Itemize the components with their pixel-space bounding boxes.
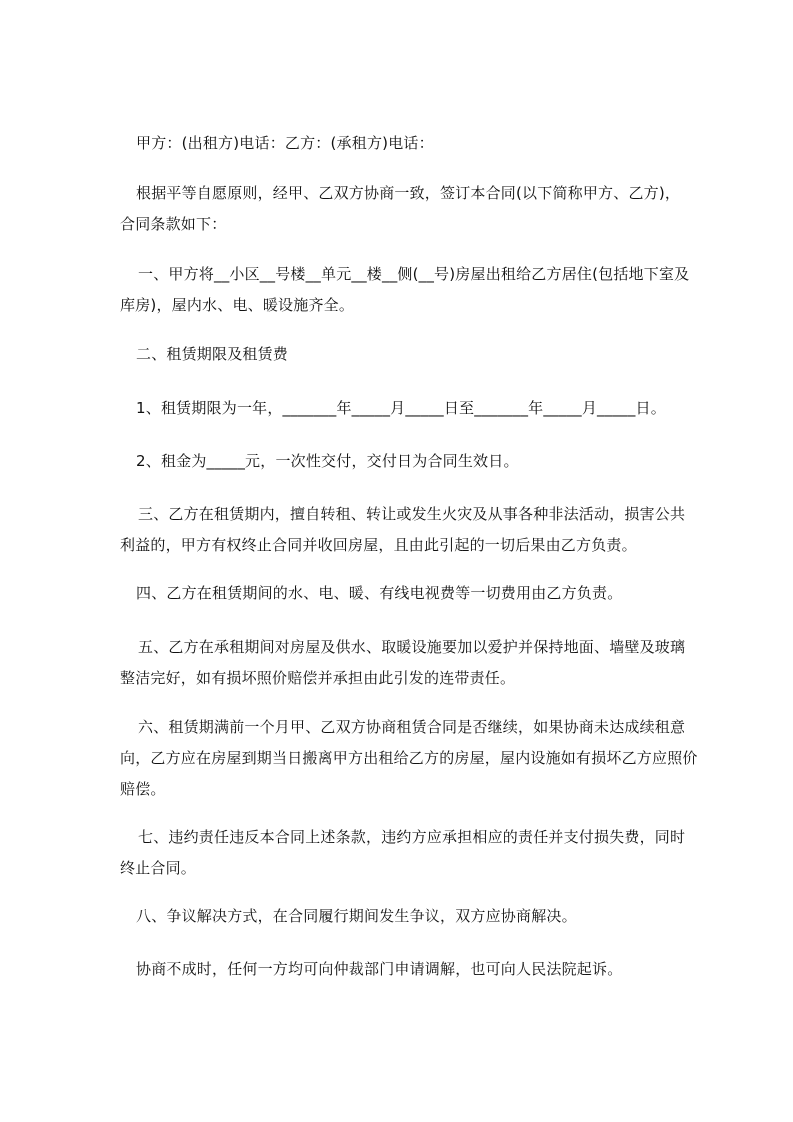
- clause-2-1-lease-term: 1、租赁期限为一年，_______年_____月_____日至_______年_____月_____日。: [136, 399, 666, 417]
- parties-line: 甲方：(出租方)电话：乙方：(承租方)电话：: [136, 134, 434, 152]
- clause-7: 七、违约责任违反本合同上述条款，违约方应承担相应的责任并支付损失费，同时终止合同。: [120, 828, 686, 877]
- clause-2-2-rent: 2、租金为_____元，一次性交付，交付日为合同生效日。: [136, 452, 519, 470]
- clause-5: 五、乙方在承租期间对房屋及供水、取暖设施要加以爱护并保持地面、墙壁及玻璃整洁完好，如有损坏照价赔偿并承担由此引发的连带责任。: [120, 638, 686, 687]
- clause-2-title: 二、租赁期限及租赁费: [136, 345, 289, 363]
- clause-8-continued: 协商不成时，任何一方均可向仲裁部门申请调解，也可向人民法院起诉。: [136, 960, 623, 978]
- intro-paragraph: 根据平等自愿原则，经甲、乙双方协商一致，签订本合同(以下简称甲方、乙方)，合同条款如下：: [120, 184, 681, 233]
- clause-1: 一、甲方将__小区__号楼__单元__楼__侧(__号)房屋出租给乙方居住(包括地下室及库房)，屋内水、电、暖设施齐全。: [120, 265, 690, 314]
- clause-3: 三、乙方在租赁期内，擅自转租、转让或发生火灾及从事各种非法活动，损害公共利益的，甲方有权终止合同并收回房屋，且由此引起的一切后果由乙方负责。: [120, 505, 686, 554]
- clause-4: 四、乙方在租赁期间的水、电、暖、有线电视费等一切费用由乙方负责。: [136, 584, 623, 602]
- clause-8: 八、争议解决方式，在合同履行期间发生争议，双方应协商解决。: [136, 907, 577, 925]
- clause-6: 六、租赁期满前一个月甲、乙双方协商租赁合同是否继续，如果协商未达成续租意向，乙方应在房屋到期当日搬离甲方出租给乙方的房屋，屋内设施如有损坏乙方应照价赔偿。: [120, 718, 698, 798]
